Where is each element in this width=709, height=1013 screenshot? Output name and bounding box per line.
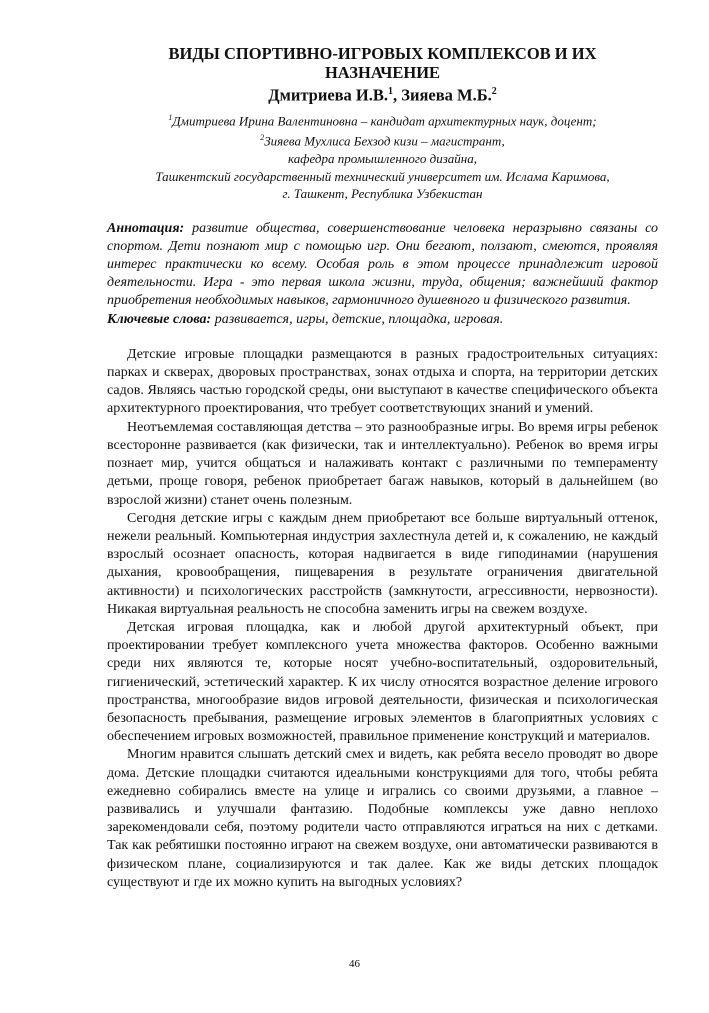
abstract-text: развитие общества, совершенствование человека неразрывно связаны со спортом. Дети познают мир с помощью игр. Они бегают, ползают, смеются, проявляя интерес практически ко всему. Особая роль в этом процессе принадлежит игровой деятельности. Игра - это первая школа жизни, труда, общения; важнейший фактор приобретения необходимых навыков, гармоничного душевного и физического развития.	[107, 220, 658, 309]
author-separator: ,	[393, 85, 402, 105]
body-text	[107, 346, 658, 892]
authors-line	[107, 82, 658, 105]
affiliation-sup-2: 2	[260, 133, 265, 143]
affiliation-line-4: Ташкентский государственный технический университет им. Ислама Каримова,	[155, 168, 610, 184]
keywords-text: развивается, игры, детские, площадка, игровая.	[211, 311, 504, 327]
affiliation-line-5: г. Ташкент, Республика Узбекистан	[282, 186, 483, 202]
page-number: 46	[349, 958, 360, 970]
affiliation-text-2: Зияева Мухлиса Бехзод кизи – магистрант,	[264, 133, 505, 149]
body-paragraph-2: Неотъемлемая составляющая детства – это разнообразные игры. Во время игры ребенок всесторонне развивается (как физически, так и интеллектуально). Ребенок во время игры познает мир, учится общаться и налаживать контакт с различными по темпераменту детьми, проще говоря, ребенок приобретает багаж навыков, который в дальнейшем (во взрослой жизни) станет очень полезным.	[107, 419, 658, 508]
abstract-label: Аннотация:	[107, 220, 185, 236]
affiliation-line-1	[107, 109, 658, 130]
affiliation-text-1: Дмитриева Ирина Валентиновна – кандидат архитектурных наук, доцент;	[172, 112, 597, 128]
body-paragraph-4: Детская игровая площадка, как и любой другой архитектурный объект, при проектировании требует комплексного учета множества факторов. Особенно важными среди них являются те, которые носят учебно-воспитательный, оздоровительный, гигиенический, эстетический характер. К их числу относятся возрастное деление игрового пространства, многообразие видов игровой деятельности, физическая и психологическая безопасность пребывания, размещение игровых элементов в благоприятных условиях с обеспечением игровых возможностей, правильное применение конструкций и материалов.	[107, 619, 658, 745]
body-paragraph-5: Многим нравится слышать детский смех и видеть, как ребята весело проводят во дворе дома. Детские площадки считаются идеальными конструкциями для того, чтобы ребята ежедневно собирались вместе на улице и игрались со своими друзьями, а главное – развивались и улучшали фантазию. Подобные комплексы уже давно неплохо зарекомендовали себя, поэтому родители часто отправляются играться на них с детками. Так как ребятишки постоянно играют на свежем воздухе, они автоматически развиваются в физическом плане, социализируются и так далее. Как же виды детских площадок существуют и где их можно купить на выгодных условиях?	[107, 747, 658, 890]
affiliation-sup-1: 1	[168, 112, 173, 122]
keywords	[107, 311, 658, 329]
paper-header	[107, 44, 658, 105]
paper-title	[107, 44, 658, 82]
author-1-sup: 1	[388, 86, 394, 97]
author-2: Зияева М.Б.	[401, 85, 492, 105]
affiliation-line-2	[107, 129, 658, 150]
author-2-sup: 2	[491, 86, 497, 97]
author-1: Дмитриева И.В.	[268, 85, 389, 105]
affiliation-line-3: кафедра промышленного дизайна,	[287, 151, 477, 167]
body-paragraph-3: Сегодня детские игры с каждым днем приобретают все больше виртуальный оттенок, нежели реальный. Компьютерная индустрия захлестнула детей и, к сожалению, не каждый взрослый осознает опасность, которая надвигается в виде гиподинамии (нарушения дыхания, кровообращения, пищеварения в результате ограничения двигательной активности) и психологических расстройств (замкнутости, агрессивности, нервозности). Никакая виртуальная реальность не способна заменить игры на свежем воздухе.	[107, 510, 658, 617]
body-paragraph-1: Детские игровые площадки размещаются в разных градостроительных ситуациях: парках и скверах, дворовых пространствах, зонах отдыха и спорта, на территории детских садов. Являясь частью городской среды, они выступают в качестве специфического объекта архитектурного проектирования, что требует соответствующих знаний и умений.	[107, 346, 658, 417]
paper-page	[107, 44, 658, 892]
affiliation-block	[107, 109, 658, 203]
title-line-2: НАЗНАЧЕНИЕ	[324, 63, 441, 82]
title-line-1: ВИДЫ СПОРТИВНО-ИГРОВЫХ КОМПЛЕКСОВ И ИХ	[168, 44, 597, 63]
keywords-label: Ключевые слова:	[107, 311, 212, 327]
abstract	[107, 220, 658, 311]
